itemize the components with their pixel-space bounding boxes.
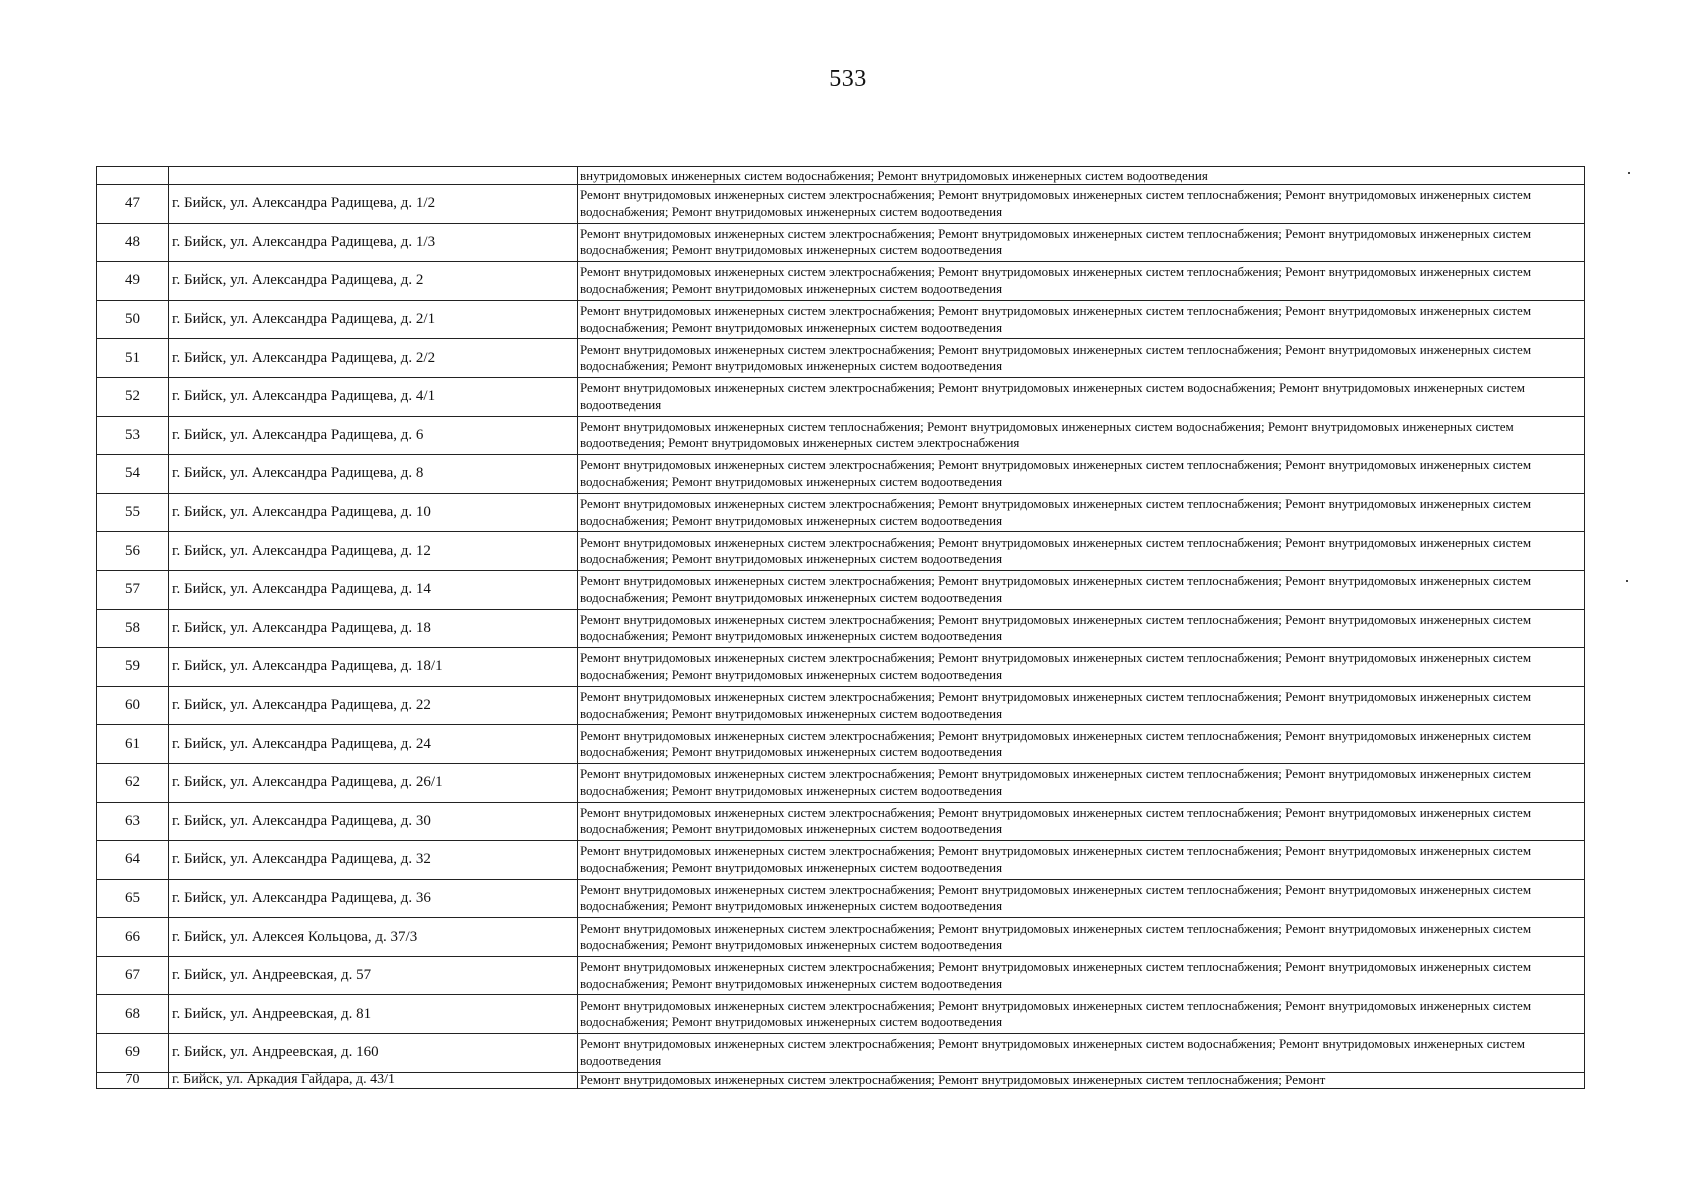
table-row	[97, 300, 1585, 339]
table-row	[97, 1034, 1585, 1073]
register-table	[96, 166, 1585, 1089]
address-cell: г. Бийск, ул. Алексея Кольцова, д. 37/3	[169, 918, 578, 957]
scan-speck	[1626, 580, 1628, 582]
works-cell: Ремонт внутридомовых инженерных систем электроснабжения; Ремонт внутридомовых инженерных систем теплоснабжения; Ремонт внутридомовых инженерных систем водоснабжения; Ремонт внутридомовых инженерных систем водоотведения	[578, 609, 1585, 648]
works-cell: Ремонт внутридомовых инженерных систем электроснабжения; Ремонт внутридомовых инженерных систем теплоснабжения; Ремонт внутридомовых инженерных систем водоснабжения; Ремонт внутридомовых инженерных систем водоотведения	[578, 725, 1585, 764]
works-cell: Ремонт внутридомовых инженерных систем электроснабжения; Ремонт внутридомовых инженерных систем теплоснабжения; Ремонт внутридомовых инженерных систем водоснабжения; Ремонт внутридомовых инженерных систем водоотведения	[578, 879, 1585, 918]
address-cell: г. Бийск, ул. Андреевская, д. 81	[169, 995, 578, 1034]
address-cell: г. Бийск, ул. Андреевская, д. 160	[169, 1034, 578, 1073]
row-number-cell: 47	[97, 185, 169, 224]
works-cell: Ремонт внутридомовых инженерных систем электроснабжения; Ремонт внутридомовых инженерных систем теплоснабжения; Ремонт внутридомовых инженерных систем водоснабжения; Ремонт внутридомовых инженерных систем водоотведения	[578, 339, 1585, 378]
address-cell: г. Бийск, ул. Александра Радищева, д. 18/1	[169, 648, 578, 687]
row-number-cell: 55	[97, 493, 169, 532]
table-row	[97, 841, 1585, 880]
address-cell: г. Бийск, ул. Андреевская, д. 57	[169, 956, 578, 995]
address-cell: г. Бийск, ул. Александра Радищева, д. 24	[169, 725, 578, 764]
works-cell: Ремонт внутридомовых инженерных систем электроснабжения; Ремонт внутридомовых инженерных систем теплоснабжения; Ремонт внутридомовых инженерных систем водоснабжения; Ремонт внутридомовых инженерных систем водоотведения	[578, 262, 1585, 301]
row-number-cell: 63	[97, 802, 169, 841]
table-row	[97, 802, 1585, 841]
address-cell	[169, 167, 578, 185]
works-cell: Ремонт внутридомовых инженерных систем электроснабжения; Ремонт внутридомовых инженерных систем теплоснабжения; Ремонт внутридомовых инженерных систем водоснабжения; Ремонт внутридомовых инженерных систем водоотведения	[578, 570, 1585, 609]
address-cell: г. Бийск, ул. Александра Радищева, д. 18	[169, 609, 578, 648]
table-row	[97, 493, 1585, 532]
table-row	[97, 918, 1585, 957]
row-number-cell: 64	[97, 841, 169, 880]
table-row	[97, 416, 1585, 455]
address-cell: г. Бийск, ул. Александра Радищева, д. 4/1	[169, 377, 578, 416]
address-cell: г. Бийск, ул. Александра Радищева, д. 2/2	[169, 339, 578, 378]
continuation-row	[97, 167, 1585, 185]
table-row	[97, 185, 1585, 224]
row-number-cell: 53	[97, 416, 169, 455]
works-cell: Ремонт внутридомовых инженерных систем электроснабжения; Ремонт внутридомовых инженерных систем водоснабжения; Ремонт внутридомовых инженерных систем водоотведения	[578, 1034, 1585, 1073]
row-number-cell: 67	[97, 956, 169, 995]
address-cell: г. Бийск, ул. Александра Радищева, д. 1/2	[169, 185, 578, 224]
row-number-cell: 61	[97, 725, 169, 764]
address-cell: г. Бийск, ул. Александра Радищева, д. 36	[169, 879, 578, 918]
row-number-cell: 50	[97, 300, 169, 339]
address-cell: г. Бийск, ул. Александра Радищева, д. 1/3	[169, 223, 578, 262]
works-cell: Ремонт внутридомовых инженерных систем электроснабжения; Ремонт внутридомовых инженерных систем теплоснабжения; Ремонт внутридомовых инженерных систем водоснабжения; Ремонт внутридомовых инженерных систем водоотведения	[578, 686, 1585, 725]
works-cell: Ремонт внутридомовых инженерных систем электроснабжения; Ремонт внутридомовых инженерных систем теплоснабжения; Ремонт внутридомовых инженерных систем водоснабжения; Ремонт внутридомовых инженерных систем водоотведения	[578, 185, 1585, 224]
table-row	[97, 1072, 1585, 1088]
address-cell: г. Бийск, ул. Александра Радищева, д. 2/1	[169, 300, 578, 339]
row-number-cell: 62	[97, 763, 169, 802]
table-row	[97, 262, 1585, 301]
table-row	[97, 725, 1585, 764]
table-row	[97, 609, 1585, 648]
table-row	[97, 339, 1585, 378]
row-number-cell: 56	[97, 532, 169, 571]
row-number-cell: 58	[97, 609, 169, 648]
row-number-cell: 49	[97, 262, 169, 301]
works-cell: Ремонт внутридомовых инженерных систем электроснабжения; Ремонт внутридомовых инженерных систем теплоснабжения; Ремонт внутридомовых инженерных систем водоснабжения; Ремонт внутридомовых инженерных систем водоотведения	[578, 223, 1585, 262]
address-cell: г. Бийск, ул. Александра Радищева, д. 14	[169, 570, 578, 609]
address-cell: г. Бийск, ул. Александра Радищева, д. 30	[169, 802, 578, 841]
row-number-cell: 51	[97, 339, 169, 378]
table-body	[97, 167, 1585, 1089]
works-cell: Ремонт внутридомовых инженерных систем теплоснабжения; Ремонт внутридомовых инженерных систем водоснабжения; Ремонт внутридомовых инженерных систем водоотведения; Ремонт внутридомовых инженерных систем электроснабжения	[578, 416, 1585, 455]
works-cell: Ремонт внутридомовых инженерных систем электроснабжения; Ремонт внутридомовых инженерных систем теплоснабжения; Ремонт внутридомовых инженерных систем водоснабжения; Ремонт внутридомовых инженерных систем водоотведения	[578, 763, 1585, 802]
works-cell: Ремонт внутридомовых инженерных систем электроснабжения; Ремонт внутридомовых инженерных систем теплоснабжения; Ремонт внутридомовых инженерных систем водоснабжения; Ремонт внутридомовых инженерных систем водоотведения	[578, 918, 1585, 957]
table-row	[97, 377, 1585, 416]
works-cell: Ремонт внутридомовых инженерных систем электроснабжения; Ремонт внутридомовых инженерных систем теплоснабжения; Ремонт внутридомовых инженерных систем водоснабжения; Ремонт внутридомовых инженерных систем водоотведения	[578, 802, 1585, 841]
address-cell: г. Бийск, ул. Александра Радищева, д. 12	[169, 532, 578, 571]
works-cell: Ремонт внутридомовых инженерных систем электроснабжения; Ремонт внутридомовых инженерных систем теплоснабжения; Ремонт внутридомовых инженерных систем водоснабжения; Ремонт внутридомовых инженерных систем водоотведения	[578, 648, 1585, 687]
table-row	[97, 686, 1585, 725]
works-cell: Ремонт внутридомовых инженерных систем электроснабжения; Ремонт внутридомовых инженерных систем теплоснабжения; Ремонт	[578, 1072, 1585, 1088]
table-row	[97, 648, 1585, 687]
row-number-cell: 54	[97, 455, 169, 494]
address-cell: г. Бийск, ул. Александра Радищева, д. 32	[169, 841, 578, 880]
row-number-cell: 52	[97, 377, 169, 416]
row-number-cell: 48	[97, 223, 169, 262]
works-cell: Ремонт внутридомовых инженерных систем электроснабжения; Ремонт внутридомовых инженерных систем теплоснабжения; Ремонт внутридомовых инженерных систем водоснабжения; Ремонт внутридомовых инженерных систем водоотведения	[578, 995, 1585, 1034]
address-cell: г. Бийск, ул. Александра Радищева, д. 8	[169, 455, 578, 494]
works-cell: Ремонт внутридомовых инженерных систем электроснабжения; Ремонт внутридомовых инженерных систем теплоснабжения; Ремонт внутридомовых инженерных систем водоснабжения; Ремонт внутридомовых инженерных систем водоотведения	[578, 956, 1585, 995]
address-cell: г. Бийск, ул. Александра Радищева, д. 22	[169, 686, 578, 725]
table-row	[97, 879, 1585, 918]
works-cell: Ремонт внутридомовых инженерных систем электроснабжения; Ремонт внутридомовых инженерных систем теплоснабжения; Ремонт внутридомовых инженерных систем водоснабжения; Ремонт внутридомовых инженерных систем водоотведения	[578, 532, 1585, 571]
scan-speck	[1628, 172, 1630, 174]
table-row	[97, 455, 1585, 494]
table-row	[97, 995, 1585, 1034]
address-cell: г. Бийск, ул. Александра Радищева, д. 10	[169, 493, 578, 532]
page-number: 533	[829, 66, 867, 92]
row-number-cell	[97, 167, 169, 185]
works-cell: Ремонт внутридомовых инженерных систем электроснабжения; Ремонт внутридомовых инженерных систем теплоснабжения; Ремонт внутридомовых инженерных систем водоснабжения; Ремонт внутридомовых инженерных систем водоотведения	[578, 455, 1585, 494]
table-row	[97, 223, 1585, 262]
row-number-cell: 59	[97, 648, 169, 687]
row-number-cell: 69	[97, 1034, 169, 1073]
works-cell: внутридомовых инженерных систем водоснабжения; Ремонт внутридомовых инженерных систем водоотведения	[578, 167, 1585, 185]
row-number-cell: 60	[97, 686, 169, 725]
address-cell: г. Бийск, ул. Александра Радищева, д. 6	[169, 416, 578, 455]
table-row	[97, 570, 1585, 609]
row-number-cell: 57	[97, 570, 169, 609]
table-row	[97, 763, 1585, 802]
row-number-cell: 65	[97, 879, 169, 918]
works-cell: Ремонт внутридомовых инженерных систем электроснабжения; Ремонт внутридомовых инженерных систем водоснабжения; Ремонт внутридомовых инженерных систем водоотведения	[578, 377, 1585, 416]
address-cell: г. Бийск, ул. Александра Радищева, д. 26/1	[169, 763, 578, 802]
works-cell: Ремонт внутридомовых инженерных систем электроснабжения; Ремонт внутридомовых инженерных систем теплоснабжения; Ремонт внутридомовых инженерных систем водоснабжения; Ремонт внутридомовых инженерных систем водоотведения	[578, 300, 1585, 339]
row-number-cell: 66	[97, 918, 169, 957]
row-number-cell: 68	[97, 995, 169, 1034]
row-number-cell: 70	[97, 1072, 169, 1088]
works-cell: Ремонт внутридомовых инженерных систем электроснабжения; Ремонт внутридомовых инженерных систем теплоснабжения; Ремонт внутридомовых инженерных систем водоснабжения; Ремонт внутридомовых инженерных систем водоотведения	[578, 493, 1585, 532]
works-cell: Ремонт внутридомовых инженерных систем электроснабжения; Ремонт внутридомовых инженерных систем теплоснабжения; Ремонт внутридомовых инженерных систем водоснабжения; Ремонт внутридомовых инженерных систем водоотведения	[578, 841, 1585, 880]
table-row	[97, 532, 1585, 571]
address-cell: г. Бийск, ул. Александра Радищева, д. 2	[169, 262, 578, 301]
table-row	[97, 956, 1585, 995]
address-cell: г. Бийск, ул. Аркадия Гайдара, д. 43/1	[169, 1072, 578, 1088]
